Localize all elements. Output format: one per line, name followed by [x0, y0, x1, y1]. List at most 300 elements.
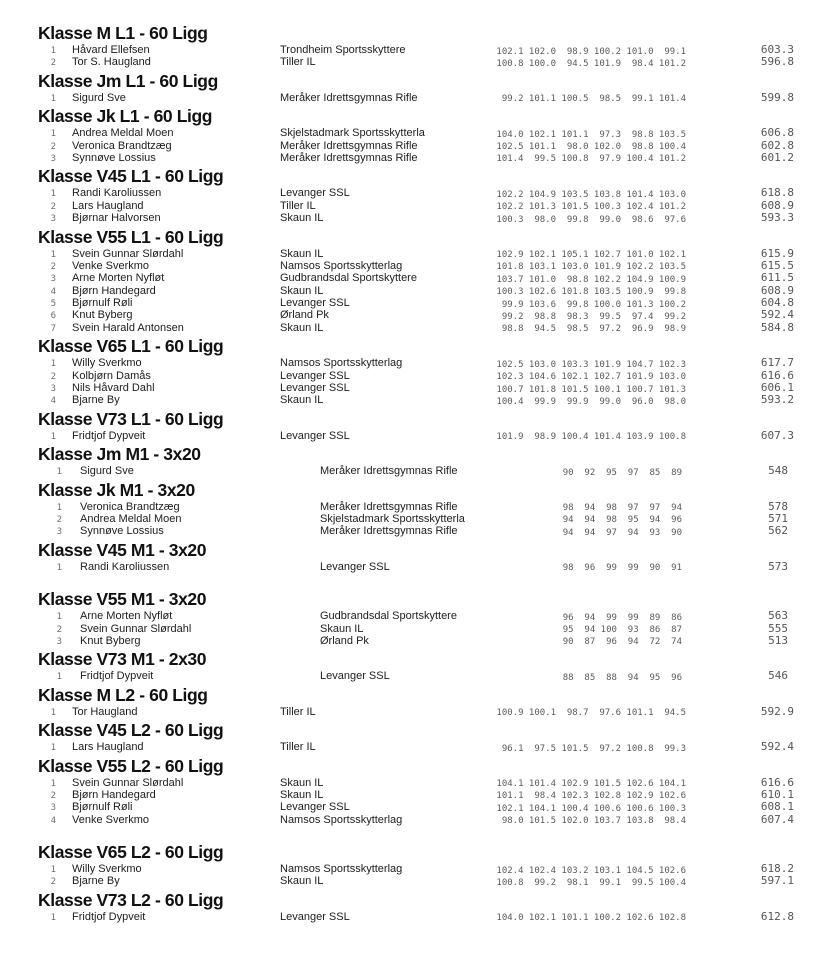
club-name: Levanger SSL: [280, 429, 350, 442]
total-score: 606.1: [760, 381, 794, 395]
series-score: 72: [649, 637, 661, 648]
series-score: 94: [671, 503, 682, 514]
series-score: 89: [671, 467, 682, 478]
total-score: 608.9: [760, 283, 794, 297]
series-score: 102.4: [626, 202, 654, 213]
series-score: 98.6: [631, 214, 654, 225]
series-score: 104.1: [658, 779, 686, 789]
result-row: [0, 187, 828, 199]
series-score: 103.7: [496, 274, 524, 285]
series-score: 87: [671, 625, 682, 636]
series-scores: [491, 877, 686, 889]
rank-number: 2: [50, 141, 56, 152]
club-name: Ørland Pk: [280, 309, 329, 322]
rank-number: 2: [50, 261, 56, 272]
class-heading: Klasse V45 L2 - 60 Ligg: [38, 720, 224, 741]
class-section: [0, 590, 828, 647]
series-score: 102.6: [658, 865, 686, 876]
rank-number: 3: [50, 274, 56, 285]
class-heading: Klasse M L2 - 60 Ligg: [38, 684, 208, 705]
series-score: 98.4: [631, 58, 654, 69]
shooter-name: Sigurd Sve: [72, 91, 126, 104]
club-name: Meråker Idrettsgymnas Rifle: [320, 465, 458, 478]
series-score: 103.9: [626, 432, 654, 443]
rank-number: 2: [56, 624, 62, 635]
result-row: [0, 635, 828, 647]
series-scores: [491, 58, 686, 70]
series-score: 102.4: [528, 865, 556, 876]
club-name: Levanger SSL: [320, 560, 390, 573]
total-score: 546: [768, 669, 788, 683]
rank-number: 1: [56, 562, 62, 573]
class-section: [0, 481, 828, 538]
rank-number: 1: [56, 612, 62, 623]
series-score: 98: [606, 503, 617, 514]
class-section: [0, 410, 828, 442]
class-heading: Klasse V55 L2 - 60 Ligg: [38, 755, 224, 776]
series-scores: [552, 672, 682, 684]
series-score: 99.5: [534, 154, 556, 165]
series-score: 100.2: [593, 913, 621, 924]
class-section: [0, 891, 828, 923]
rank-number: 2: [50, 371, 56, 382]
result-row: [0, 911, 828, 923]
club-name: Namsos Sportsskytterlag: [280, 863, 403, 876]
result-row: [0, 382, 828, 394]
series-score: 102.8: [658, 913, 686, 924]
series-score: 97.9: [599, 154, 621, 165]
series-score: 99.8: [664, 287, 686, 298]
series-score: 100.3: [496, 287, 524, 298]
series-score: 102.5: [496, 359, 524, 370]
total-score: 608.1: [760, 800, 794, 814]
rank-number: 1: [56, 467, 62, 478]
result-row: [0, 200, 828, 212]
series-scores: [491, 214, 686, 226]
club-name: Meråker Idrettsgymnas Rifle: [320, 500, 458, 513]
series-score: 95: [606, 467, 617, 478]
series-score: 99.0: [599, 214, 621, 225]
rank-number: 1: [50, 189, 56, 200]
series-score: 94: [627, 672, 639, 683]
series-score: 94.5: [534, 324, 556, 335]
series-score: 97.6: [599, 708, 621, 719]
series-score: 98.9: [566, 46, 589, 57]
class-section: [0, 721, 828, 753]
series-score: 99.9: [566, 396, 589, 407]
series-score: 102.9: [496, 250, 524, 261]
club-name: Skaun IL: [280, 247, 324, 260]
result-row: [0, 370, 828, 382]
series-score: 99.1: [664, 46, 686, 57]
club-name: Skaun IL: [280, 284, 324, 297]
club-name: Meråker Idrettsgymnas Rifle: [280, 139, 418, 152]
series-score: 98.0: [501, 816, 524, 827]
series-score: 100.3: [593, 202, 621, 213]
series-score: 96: [671, 515, 682, 526]
series-score: 94.5: [664, 708, 686, 719]
series-score: 103.0: [658, 372, 686, 383]
series-score: 97: [627, 503, 639, 514]
result-row: [0, 875, 828, 887]
series-score: 89: [649, 612, 661, 623]
result-row: [0, 789, 828, 801]
series-score: 103.5: [593, 287, 621, 298]
series-score: 100.4: [561, 803, 589, 814]
series-score: 103.5: [658, 129, 686, 140]
series-score: 101.1: [561, 129, 589, 140]
class-section: [0, 445, 828, 477]
shooter-name: Svein Gunnar Slørdahl: [72, 776, 184, 789]
shooter-name: Arne Morten Nyfløt: [72, 272, 165, 285]
rank-number: 3: [56, 527, 62, 538]
rank-number: 1: [50, 129, 56, 140]
series-score: 101.3: [626, 299, 654, 310]
series-score: 103.0: [528, 359, 556, 370]
series-score: 100.8: [496, 877, 524, 888]
rank-number: 4: [50, 286, 56, 297]
series-score: 99.8: [566, 299, 589, 310]
series-score: 101.9: [593, 58, 621, 69]
series-scores: [491, 815, 686, 827]
series-score: 98.4: [664, 816, 686, 827]
shooter-name: Veronica Brandtzæg: [80, 500, 180, 513]
shooter-name: Knut Byberg: [80, 634, 141, 647]
series-score: 100.3: [658, 803, 686, 814]
class-section: [0, 843, 828, 888]
series-score: 102.6: [626, 913, 654, 924]
total-score: 592.4: [760, 308, 794, 322]
series-score: 103.5: [561, 189, 589, 200]
total-score: 584.8: [760, 320, 794, 334]
series-score: 100.3: [496, 214, 524, 225]
result-row: [0, 92, 828, 104]
series-score: 102.4: [496, 865, 524, 876]
series-score: 103.0: [658, 189, 686, 200]
series-score: 102.1: [496, 46, 524, 57]
club-name: Gudbrandsdal Sportskyttere: [280, 272, 417, 285]
series-score: 100.7: [496, 384, 524, 395]
series-score: 101.4: [658, 94, 686, 105]
class-section: [0, 228, 828, 335]
series-score: 104.9: [626, 274, 654, 285]
series-score: 101.2: [658, 202, 686, 213]
series-score: 102.7: [593, 372, 621, 383]
shooter-name: Tor Haugland: [72, 705, 138, 718]
result-row: [0, 56, 828, 68]
shooter-name: Andrea Meldal Moen: [72, 127, 174, 140]
series-score: 92: [584, 467, 596, 478]
rank-number: 1: [50, 359, 56, 370]
series-score: 103.5: [658, 262, 686, 273]
series-score: 102.9: [626, 791, 654, 802]
series-score: 99.3: [664, 743, 686, 754]
result-row: [0, 525, 828, 537]
shooter-name: Svein Gunnar Slørdahl: [80, 622, 192, 635]
series-score: 102.3: [496, 372, 524, 383]
series-score: 101.3: [658, 384, 686, 395]
series-score: 97: [627, 467, 639, 478]
rank-number: 1: [50, 865, 56, 876]
series-score: 105.1: [561, 250, 589, 261]
series-score: 101.2: [658, 58, 686, 69]
series-score: 102.6: [626, 779, 654, 789]
series-score: 94: [584, 612, 596, 623]
rank-number: 1: [50, 46, 56, 56]
total-score: 606.8: [760, 126, 794, 140]
total-score: 599.8: [760, 90, 794, 104]
total-score: 603.3: [760, 43, 794, 56]
rank-number: 3: [50, 384, 56, 395]
result-row: [0, 741, 828, 753]
series-score: 101.4: [593, 432, 621, 443]
series-score: 94: [649, 515, 661, 526]
series-score: 100: [600, 625, 617, 636]
series-score: 98.7: [566, 708, 589, 719]
series-score: 98.3: [566, 311, 589, 322]
series-scores: [491, 431, 686, 443]
series-score: 103.8: [593, 189, 621, 200]
total-score: 604.8: [760, 296, 794, 310]
shooter-name: Bjørnulf Røli: [72, 297, 133, 310]
series-score: 102.2: [593, 274, 621, 285]
series-score: 98.8: [631, 142, 654, 153]
series-score: 101.1: [496, 791, 524, 802]
total-score: 578: [768, 499, 788, 513]
class-heading: Klasse Jm L1 - 60 Ligg: [38, 70, 218, 91]
series-score: 101.2: [658, 154, 686, 165]
total-score: 602.8: [760, 138, 794, 152]
total-score: 563: [768, 609, 788, 623]
series-score: 100.2: [658, 299, 686, 310]
rank-number: 2: [56, 514, 62, 525]
total-score: 555: [768, 621, 788, 635]
rank-number: 1: [50, 93, 56, 104]
series-score: 99.5: [631, 877, 654, 888]
series-score: 101.1: [626, 708, 654, 719]
total-score: 592.9: [760, 704, 794, 718]
shooter-name: Venke Sverkmo: [72, 813, 150, 826]
shooter-name: Bjarne By: [72, 875, 120, 888]
series-score: 101.9: [593, 262, 621, 273]
club-name: Skjelstadmark Sportsskytterla: [320, 512, 465, 525]
series-score: 102.0: [593, 142, 621, 153]
series-score: 100.8: [658, 432, 686, 443]
series-score: 93: [627, 625, 639, 636]
shooter-name: Bjarne By: [72, 394, 120, 407]
club-name: Skaun IL: [320, 622, 364, 635]
series-score: 102.2: [496, 189, 524, 200]
series-score: 90: [671, 527, 682, 538]
series-score: 103.6: [528, 299, 556, 310]
class-heading: Klasse V65 L2 - 60 Ligg: [38, 842, 224, 863]
series-score: 97.2: [599, 743, 621, 754]
series-score: 99: [606, 563, 617, 574]
class-heading: Klasse V65 L1 - 60 Ligg: [38, 336, 224, 357]
series-score: 94: [627, 637, 639, 648]
series-score: 99.2: [664, 311, 686, 322]
result-row: [0, 248, 828, 260]
series-score: 99.1: [599, 877, 621, 888]
series-score: 101.9: [593, 359, 621, 370]
series-score: 94: [584, 625, 596, 636]
total-score: 611.5: [760, 271, 794, 285]
series-score: 90: [562, 637, 574, 648]
series-scores: [491, 396, 686, 408]
total-score: 596.8: [760, 55, 794, 69]
shooter-name: Sigurd Sve: [80, 465, 134, 478]
series-score: 98.8: [566, 274, 589, 285]
series-score: 104.6: [528, 372, 556, 383]
series-score: 100.0: [528, 58, 556, 69]
total-score: 607.4: [760, 812, 794, 826]
series-score: 102.3: [561, 791, 589, 802]
series-score: 94: [584, 515, 596, 526]
club-name: Tiller IL: [280, 741, 316, 754]
total-score: 562: [768, 524, 788, 538]
total-score: 571: [768, 511, 788, 525]
rank-number: 3: [50, 214, 56, 225]
rank-number: 3: [56, 636, 62, 647]
series-score: 103.1: [528, 262, 556, 273]
result-row: [0, 706, 828, 718]
series-score: 97.6: [664, 214, 686, 225]
shooter-name: Synnøve Lossius: [80, 525, 164, 538]
series-score: 102.0: [528, 46, 556, 57]
series-score: 102.3: [658, 359, 686, 370]
series-score: 91: [671, 563, 682, 574]
series-score: 97.4: [631, 311, 654, 322]
series-score: 88: [606, 672, 617, 683]
series-score: 104.1: [528, 803, 556, 814]
result-row: [0, 561, 828, 573]
series-score: 100.8: [496, 58, 524, 69]
result-row: [0, 610, 828, 622]
series-score: 104.5: [626, 865, 654, 876]
result-row: [0, 501, 828, 513]
shooter-name: Bjørn Handegard: [72, 284, 156, 297]
series-score: 101.5: [593, 779, 621, 789]
series-score: 104.7: [626, 359, 654, 370]
class-heading: Klasse V73 M1 - 2x30: [38, 649, 207, 670]
result-row: [0, 623, 828, 635]
result-row: [0, 670, 828, 682]
class-heading: Klasse V55 M1 - 3x20: [38, 589, 207, 610]
series-score: 99.2: [501, 311, 524, 322]
shooter-name: Fridtjof Dypveit: [72, 429, 146, 442]
series-score: 102.2: [496, 202, 524, 213]
series-score: 102.1: [561, 372, 589, 383]
result-row: [0, 357, 828, 369]
club-name: Gudbrandsdal Sportskyttere: [320, 610, 457, 623]
series-score: 98.8: [631, 129, 654, 140]
shooter-name: Randi Karoliussen: [80, 560, 170, 573]
series-score: 102.7: [593, 250, 621, 261]
series-score: 100.6: [626, 803, 654, 814]
series-score: 96.1: [501, 743, 524, 754]
result-row: [0, 260, 828, 272]
series-score: 98: [606, 515, 617, 526]
rank-number: 6: [50, 311, 56, 322]
series-score: 98.8: [534, 311, 556, 322]
series-score: 99: [627, 612, 639, 623]
shooter-name: Tor S. Haugland: [72, 56, 151, 69]
result-row: [0, 285, 828, 297]
series-score: 102.1: [496, 803, 524, 814]
series-score: 103.7: [593, 816, 621, 827]
series-score: 101.0: [626, 250, 654, 261]
series-score: 90: [562, 467, 574, 478]
club-name: Levanger SSL: [280, 801, 350, 814]
total-score: 607.3: [760, 428, 794, 442]
club-name: Skaun IL: [280, 776, 324, 789]
club-name: Skaun IL: [280, 394, 324, 407]
series-score: 86: [671, 612, 682, 623]
rank-number: 3: [50, 803, 56, 814]
rank-number: 7: [50, 323, 56, 334]
series-score: 101.9: [626, 372, 654, 383]
club-name: Tiller IL: [280, 199, 316, 212]
series-score: 94.5: [566, 58, 589, 69]
total-score: 593.2: [760, 393, 794, 407]
rank-number: 1: [50, 778, 56, 789]
series-score: 95: [627, 515, 639, 526]
series-score: 102.6: [658, 791, 686, 802]
club-name: Meråker Idrettsgymnas Rifle: [280, 151, 418, 164]
series-score: 98.1: [566, 877, 589, 888]
class-heading: Klasse V73 L2 - 60 Ligg: [38, 889, 224, 910]
series-score: 98.9: [664, 324, 686, 335]
series-scores: [491, 93, 686, 105]
series-score: 94: [584, 527, 596, 538]
series-score: 98.4: [534, 791, 556, 802]
rank-number: 2: [50, 201, 56, 212]
series-score: 90: [649, 563, 661, 574]
result-row: [0, 513, 828, 525]
total-score: 612.8: [760, 909, 794, 923]
result-row: [0, 272, 828, 284]
total-score: 618.2: [760, 862, 794, 876]
series-score: 101.4: [496, 154, 524, 165]
series-score: 102.2: [626, 262, 654, 273]
result-row: [0, 777, 828, 789]
series-score: 103.2: [561, 865, 589, 876]
series-score: 97.2: [599, 324, 621, 335]
series-scores: [491, 707, 686, 719]
series-score: 100.4: [561, 432, 589, 443]
class-heading: Klasse V73 L1 - 60 Ligg: [38, 408, 224, 429]
rank-number: 1: [50, 707, 56, 718]
series-score: 102.1: [658, 250, 686, 261]
club-name: Levanger SSL: [320, 670, 390, 683]
class-section: [0, 72, 828, 104]
series-score: 100.9: [626, 287, 654, 298]
club-name: Skaun IL: [280, 212, 324, 225]
series-scores: [491, 743, 686, 755]
rank-number: 2: [50, 877, 56, 888]
rank-number: 4: [50, 396, 56, 407]
total-score: 618.8: [760, 186, 794, 200]
series-score: 100.1: [528, 708, 556, 719]
series-score: 99.8: [566, 214, 589, 225]
rank-number: 1: [56, 502, 62, 513]
series-score: 100.8: [561, 154, 589, 165]
series-score: 98.5: [599, 94, 621, 105]
class-section: [0, 337, 828, 407]
rank-number: 2: [50, 58, 56, 69]
series-score: 101.4: [626, 189, 654, 200]
shooter-name: Willy Sverkmo: [72, 357, 142, 370]
